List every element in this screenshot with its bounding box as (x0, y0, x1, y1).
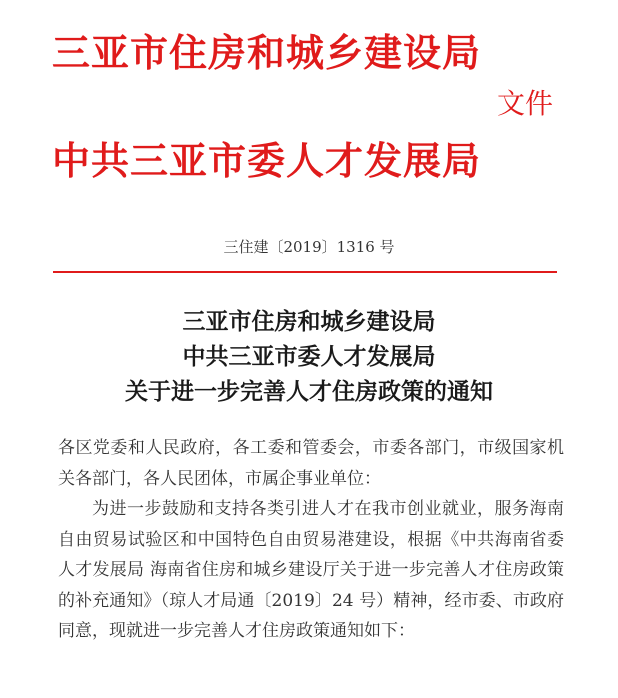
document-body (58, 433, 564, 647)
title-line-1: 三亚市住房和城乡建设局 (182, 309, 436, 335)
title-line-3: 关于进一步完善人才住房政策的通知 (125, 379, 493, 405)
document-number: 三住建〔2019〕1316 号 (223, 238, 395, 256)
issuer-name-housing-bureau: 三亚市住房和城乡建设局 (52, 31, 482, 75)
header-divider (53, 271, 557, 273)
document-type-label: 文件 (497, 87, 554, 120)
recipients-paragraph: 各区党委和人民政府，各工委和管委会，市委各部门，市级国家机关各部门，各人民团体，市属企事业单位： (58, 438, 564, 489)
title-line-2: 中共三亚市委人才发展局 (182, 344, 436, 370)
issuer-name-talent-bureau: 中共三亚市委人才发展局 (52, 139, 482, 183)
body-paragraph-1: 为进一步鼓励和支持各类引进人才在我市创业就业，服务海南自由贸易试验区和中国特色自由贸易港建设，根据《中共海南省委人才发展局 海南省住房和城乡建设厅关于进一步完善人才住房政策的补充通知》（琼人才局通〔2019〕24 号）精神，经市委、市政府同意，现就进一步完善人才住房政策通知如下： (58, 499, 564, 641)
